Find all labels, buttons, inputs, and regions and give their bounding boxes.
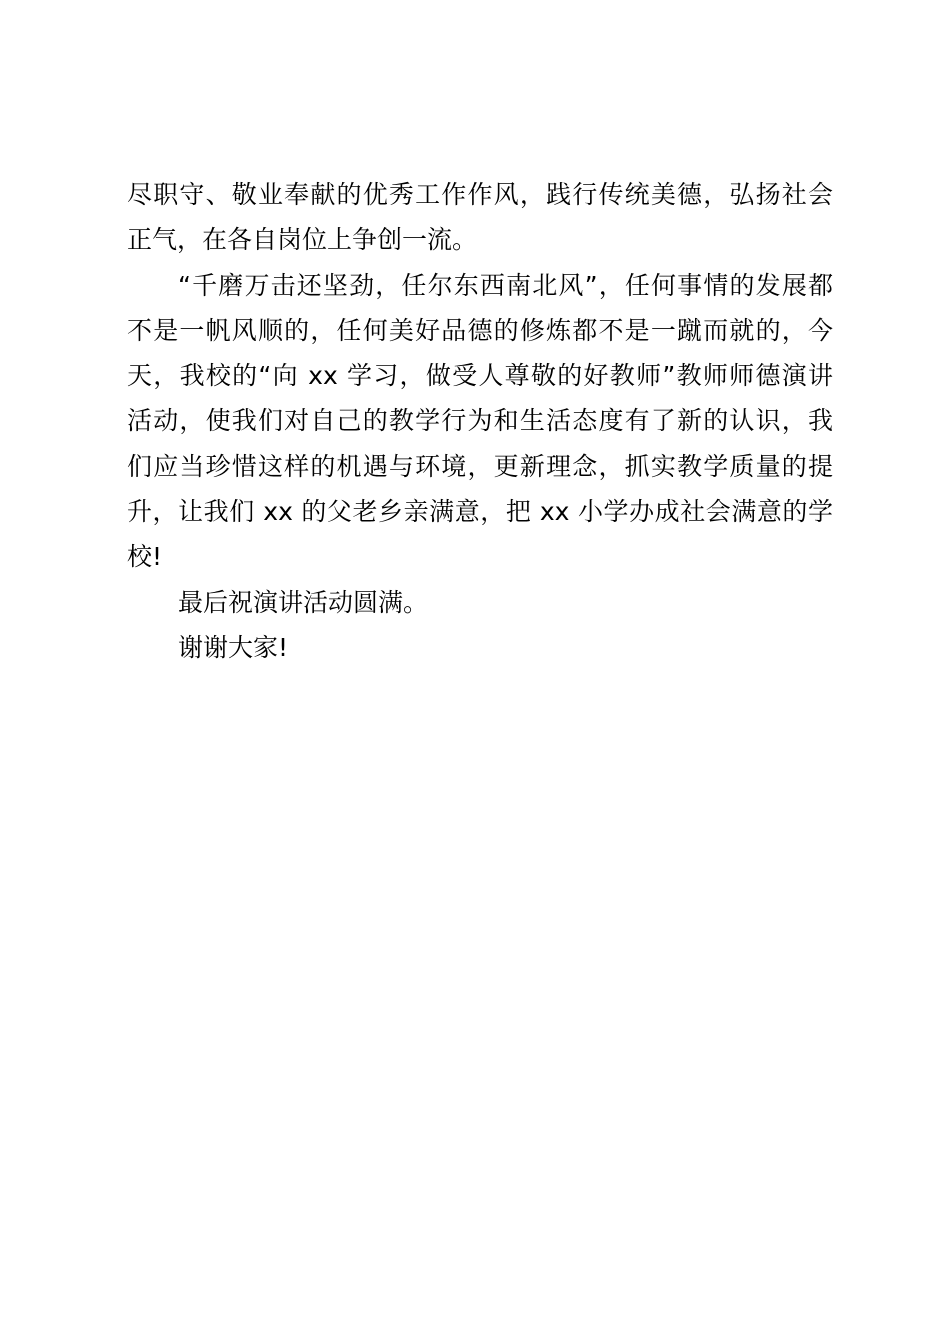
- paragraph-line: 们应当珍惜这样的机遇与环境，更新理念，抓实教学质量的提: [127, 451, 833, 481]
- paragraph-line: 最后祝演讲活动圆满。: [178, 587, 429, 617]
- paragraph-line: 活动，使我们对自己的教学行为和生活态度有了新的认识，我: [127, 406, 833, 436]
- paragraph-line: 尽职守、敬业奉献的优秀工作作风，践行传统美德，弘扬社会: [127, 180, 833, 209]
- paragraph-line: “千磨万击还坚劲，任尔东西南北风”，任何事情的发展都: [178, 270, 833, 300]
- paragraph-line: 谢谢大家!: [178, 632, 289, 662]
- paragraph-line: 天，我校的“向 xx 学习，做受人尊敬的好教师”教师师德演讲: [127, 361, 833, 391]
- paragraph-line: 升，让我们 xx 的父老乡亲满意，把 xx 小学办成社会满意的学: [127, 497, 833, 527]
- paragraph-line: 校!: [127, 542, 163, 572]
- paragraph-line: 不是一帆风顺的，任何美好品德的修炼都不是一蹴而就的，今: [127, 315, 833, 345]
- paragraph-line: 正气，在各自岗位上争创一流。: [127, 225, 478, 255]
- document-body: [127, 172, 833, 670]
